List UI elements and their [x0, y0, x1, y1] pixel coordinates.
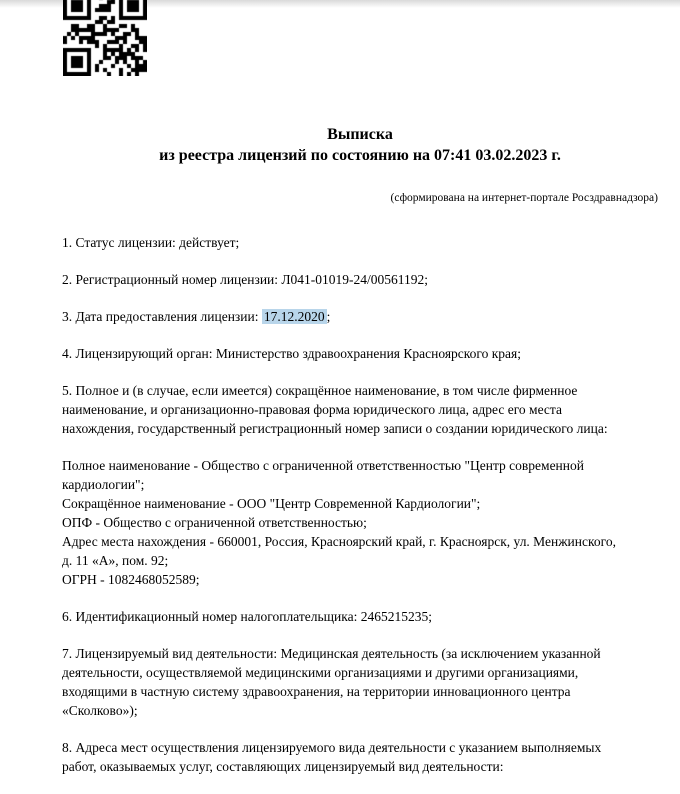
org-details	[62, 456, 622, 589]
subtitle: (сформирована на интернет-портале Росздравнадзора)	[390, 192, 658, 204]
item-registration-number: 2. Регистрационный номер лицензии: Л041-01019-24/00561192;	[62, 272, 429, 287]
item-activity-type: 7. Лицензируемый вид деятельности: Медицинская деятельность (за исключением указанной деятельности, осуществляемой медицинскими организациями и другими организациями, входящими в частную систему здравоохранения, на территории инновационного центра «Сколково»);	[62, 646, 601, 718]
item-org-intro: 5. Полное и (в случае, если имеется) сокращённое наименование, в том числе фирменное наименование, и организационно-правовая форма юридического лица, адрес его места нахождения, государственный регистрационный номер записи о создании юридического лица:	[62, 383, 608, 436]
grant-date-suffix: ;	[326, 309, 331, 324]
org-full-name: Полное наименование - Общество с ограниченной ответственностью "Центр современной кардиологии";	[62, 458, 584, 492]
item-license-status: 1. Статус лицензии: действует;	[62, 235, 240, 250]
document-body	[62, 0, 658, 794]
org-address: Адрес места нахождения - 660001, Россия, Красноярский край, г. Красноярск, ул. Менжинского, д. 11 «А», пом. 92;	[62, 534, 616, 568]
org-short-name: Сокращённое наименование - ООО "Центр Современной Кардиологии";	[62, 496, 481, 511]
grant-date-label: 3. Дата предоставления лицензии:	[62, 309, 259, 324]
selected-date-text[interactable]: 17.12.2020	[263, 309, 325, 324]
item-addresses-heading: 8. Адреса мест осуществления лицензируемого вида деятельности с указанием выполняемых работ, оказываемых услуг, составляющих лицензируемый вид деятельности:	[62, 740, 602, 774]
org-opf: ОПФ - Общество с ограниченной ответственностью;	[62, 515, 367, 530]
org-ogrn: ОГРН - 1082468052589;	[62, 572, 200, 587]
title-line-1: Выписка	[327, 126, 393, 143]
page-title	[62, 124, 658, 166]
item-licensing-authority: 4. Лицензирующий орган: Министерство здравоохранения Красноярского края;	[62, 346, 521, 361]
item-grant-date	[62, 307, 622, 326]
license-items	[62, 233, 622, 776]
item-inn: 6. Идентификационный номер налогоплательщика: 2465215235;	[62, 609, 432, 624]
title-line-2: из реестра лицензий по состоянию на 07:41 03.02.2023 г.	[159, 147, 561, 164]
